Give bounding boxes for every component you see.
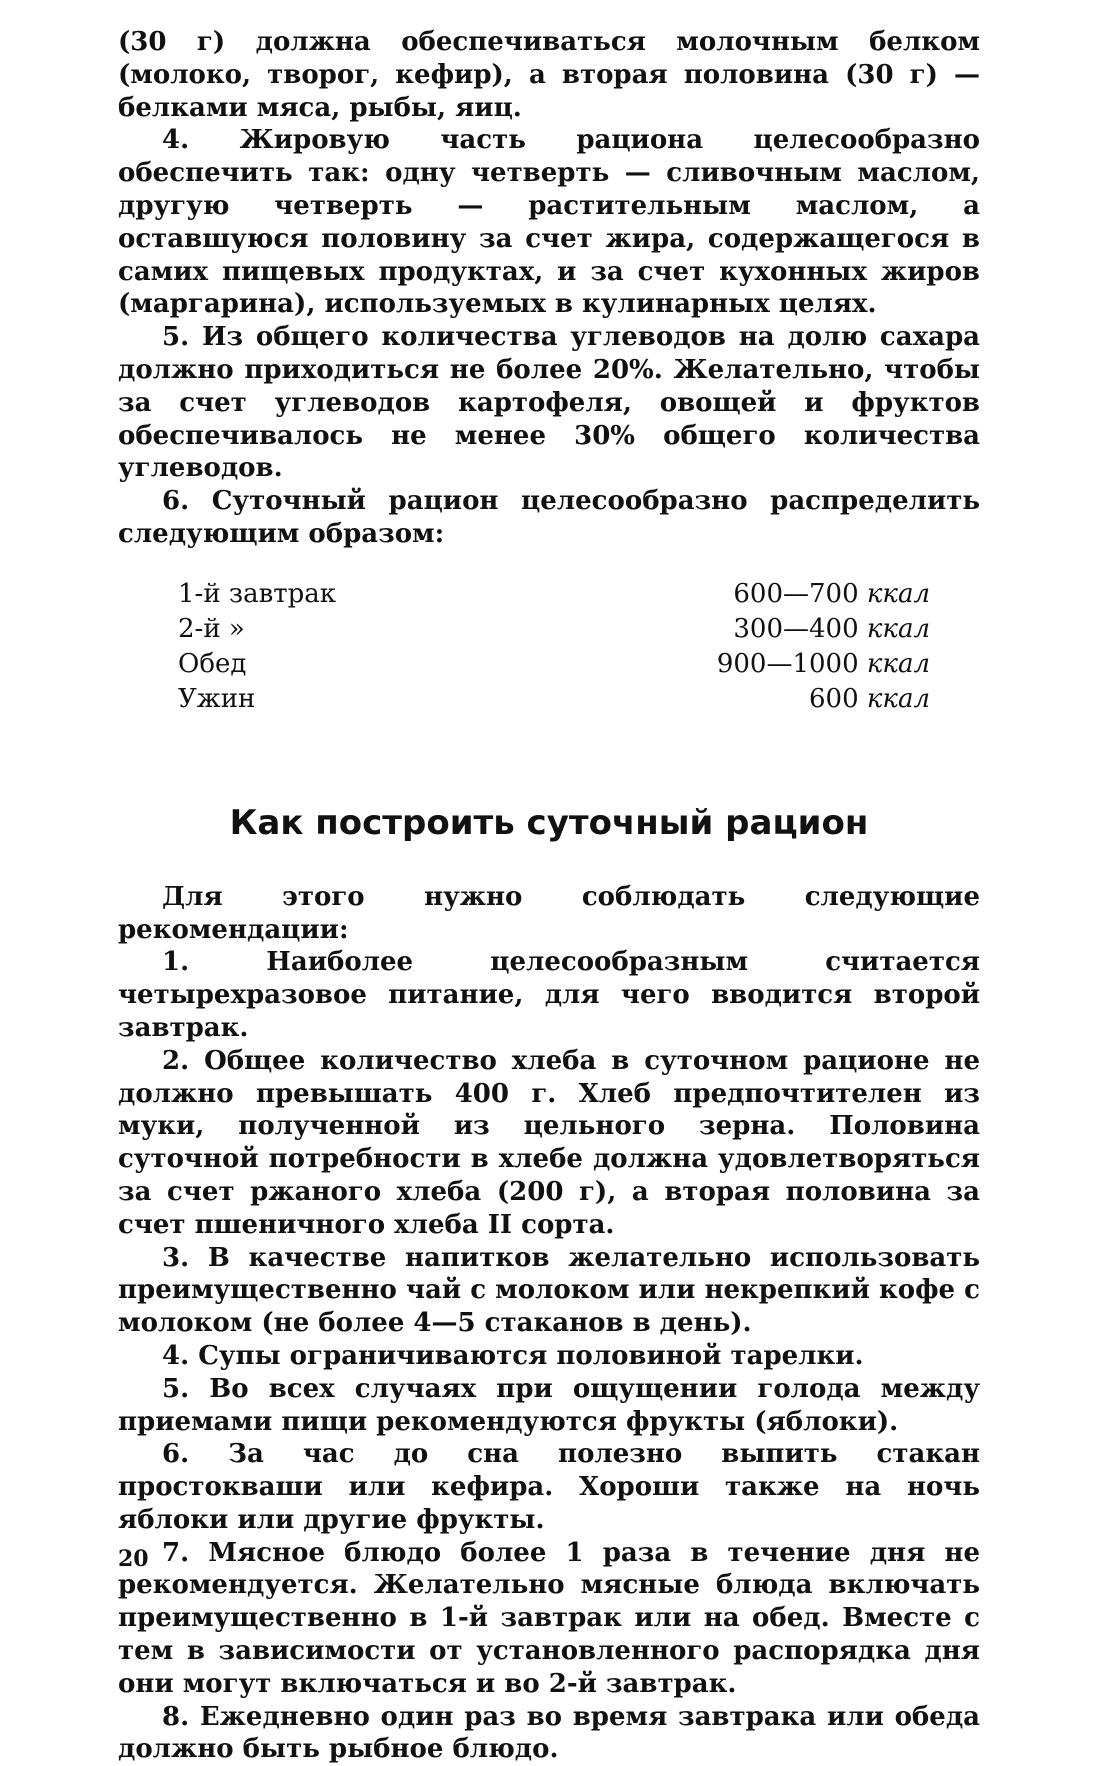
meal-name: 1-й завтрак bbox=[178, 578, 337, 609]
meal-row bbox=[178, 612, 930, 647]
meal-row bbox=[178, 577, 930, 612]
point-6: 6. Суточный рацион целесообразно распределить следующим образом: bbox=[118, 486, 980, 549]
recommendation-3: 3. В качестве напитков желательно использовать преимущественно чай с молоком или некрепкий кофе с молоком (не более 4—5 стаканов в день). bbox=[118, 1242, 980, 1339]
page-body bbox=[118, 26, 980, 1766]
meal-name: Ужин bbox=[178, 683, 256, 714]
recommendation-7: 7. Мясное блюдо более 1 раза в течение дня не рекомендуется. Желательно мясные блюда включать преимущественно в 1-й завтрак или на обед. Вместе с тем в зависимости от установленного распорядка дня они могут включаться и во 2-й завтрак. bbox=[118, 1537, 980, 1699]
recommendation-4: 4. Супы ограничиваются половиной тарелки. bbox=[162, 1340, 864, 1371]
page-number: 20 bbox=[118, 1546, 149, 1572]
meal-unit: ккал bbox=[866, 683, 930, 714]
recommendation-1: 1. Наиболее целесообразным считается четырехразовое питание, для чего вводится второй завтрак. bbox=[118, 947, 980, 1043]
point-5: 5. Из общего количества углеводов на долю сахара должно приходиться не более 20%. Желательно, чтобы за счет углеводов картофеля, овощей и фруктов обеспечивалось не менее 30% общего количества углеводов. bbox=[118, 322, 980, 484]
recommendation-8: 8. Ежедневно один раз во время завтрака или обеда должно быть рыбное блюдо. bbox=[118, 1701, 980, 1765]
meal-kcal bbox=[809, 682, 930, 717]
meal-row bbox=[178, 647, 930, 682]
section-title: Как построить суточный рацион bbox=[229, 802, 869, 843]
meal-range: 900—1000 bbox=[716, 648, 859, 679]
meal-unit: ккал bbox=[866, 613, 930, 644]
meal-row bbox=[178, 682, 930, 717]
meal-schedule-table bbox=[178, 577, 930, 717]
meal-kcal bbox=[717, 647, 930, 682]
meal-kcal bbox=[733, 577, 930, 612]
recommendation-6: 6. За час до сна полезно выпить стакан простокваши или кефира. Хороши также на ночь яблоки или другие фрукты. bbox=[118, 1439, 980, 1535]
section-intro: Для этого нужно соблюдать следующие рекомендации: bbox=[118, 881, 980, 945]
meal-name: Обед bbox=[178, 648, 247, 679]
meal-unit: ккал bbox=[866, 648, 930, 679]
recommendation-5: 5. Во всех случаях при ощущении голода между приемами пищи рекомендуются фрукты (яблоки). bbox=[118, 1373, 980, 1437]
recommendation-2: 2. Общее количество хлеба в суточном рационе не должно превышать 400 г. Хлеб предпочтителен из муки, полученной из цельного зерна. Половина суточной потребности в хлебе должна удовлетворяться за счет ржаного хлеба (200 г), а вторая половина за счет пшеничного хлеба II сорта. bbox=[118, 1045, 980, 1240]
meal-unit: ккал bbox=[866, 578, 930, 609]
meal-range: 600 bbox=[808, 683, 859, 714]
intro-paragraph: (30 г) должна обеспечиваться молочным белком (молоко, творог, кефир), а вторая половина (30 г) — белками мяса, рыбы, яиц. bbox=[118, 27, 980, 123]
meal-range: 300—400 bbox=[733, 613, 859, 644]
meal-range: 600—700 bbox=[733, 578, 859, 609]
point-4: 4. Жировую часть рациона целесообразно обеспечить так: одну четверть — сливочным маслом, другую четверть — растительным маслом, а оставшуюся половину за счет жира, содержащегося в самих пищевых продуктах, и за счет кухонных жиров (маргарина), используемых в кулинарных целях. bbox=[118, 125, 980, 320]
meal-kcal bbox=[733, 612, 930, 647]
meal-name: 2-й » bbox=[178, 613, 245, 644]
